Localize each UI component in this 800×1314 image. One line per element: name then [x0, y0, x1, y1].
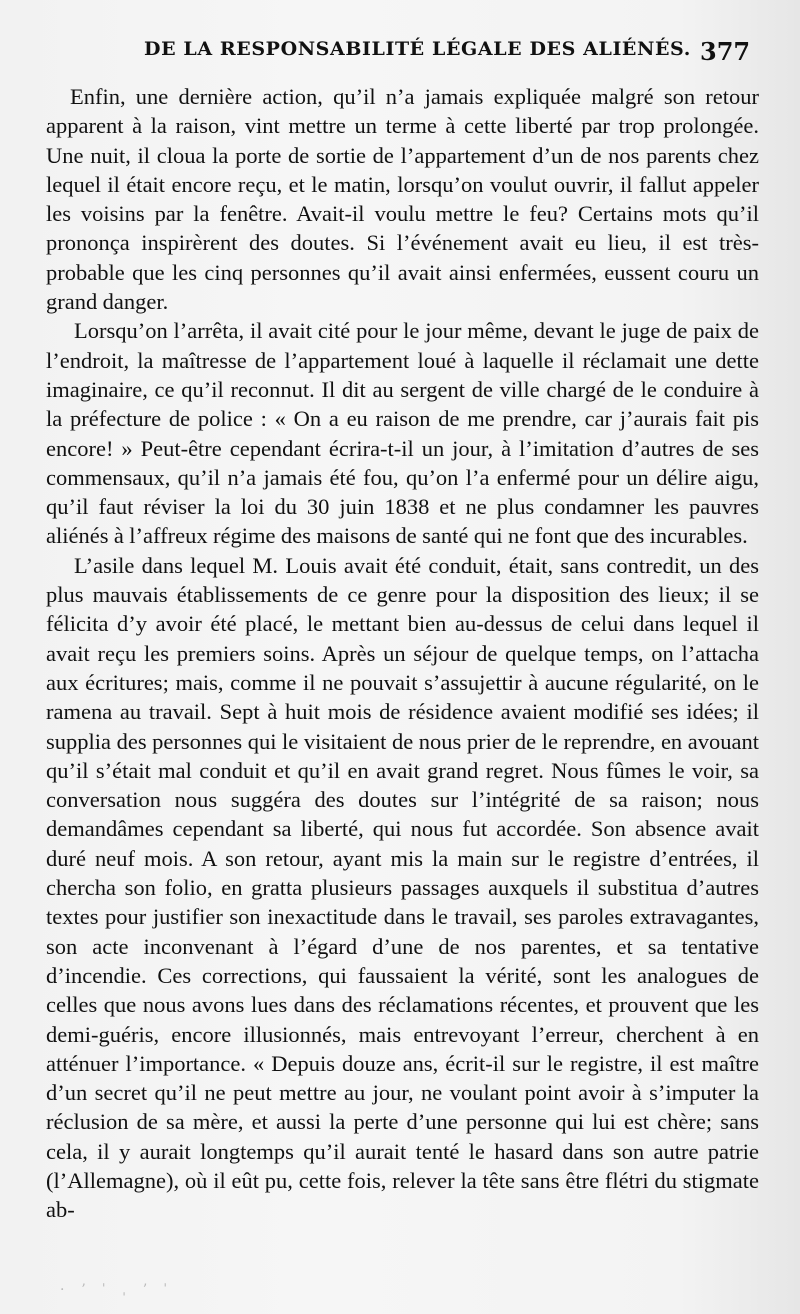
page-header	[46, 38, 761, 72]
bleed-through-marks: · ʼ ˈ ˌ ʼ ˈ	[60, 1282, 174, 1298]
paragraph: Enfin, une dernière action, qu’il n’a jamais expliquée malgré son retour apparent à la raison, vint mettre un terme à cette liberté par trop prolongée. Une nuit, il cloua la porte de sortie de l’appartement d’un de nos parents chez lequel il était encore reçu, et le matin, lorsqu’on voulut ouvrir, il fallut appeler les voisins par la fenêtre. Avait-il voulu mettre le feu? Certains mots qu’il prononça inspirèrent des doutes. Si l’événement avait eu lieu, il est très-probable que les cinq personnes qu’il avait ainsi enfermées, eussent couru un grand danger.	[46, 84, 759, 315]
paragraph: L’asile dans lequel M. Louis avait été conduit, était, sans contredit, un des plus mauvais établissements de ce genre pour la disposition des lieux; il se félicita d’y avoir été placé, le mettant bien au-dessus de celui dans lequel il avait reçu les premiers soins. Après un séjour de quelque temps, on l’attacha aux écritures; mais, comme il ne pouvait s’assujettir à aucune régularité, on le ramena au travail. Sept à huit mois de résidence avaient modifié ses idées; il supplia des personnes qui le visitaient de nous prier de le reprendre, en avouant qu’il s’était mal conduit et qu’il en avait grand regret. Nous fûmes le voir, sa conversation nous suggéra des doutes sur l’intégrité de sa raison; nous demandâmes cependant sa liberté, qui nous fut accordée. Son absence avait duré neuf mois. A son retour, ayant mis la main sur le registre d’entrées, il chercha son folio, en gratta plusieurs passages auxquels il substitua d’autres textes pour justifier son inexactitude dans le travail, ses paroles extravagantes, son acte inconvenant à l’égard d’une de nos parentes, et sa tentative d’incendie. Ces corrections, qui faussaient la vérité, sont les analogues de celles que nous avons lues dans des réclamations récentes, et prouvent que les demi-guéris, encore illusionnés, mais entrevoyant l’erreur, cherchent à en atténuer l’importance. « Depuis douze ans, écrit-il sur le registre, il est maître d’un secret qu’il ne peut mettre au jour, ne voulant point avoir à s’imputer la réclusion de sa mère, et aussi la perte d’une personne qui lui est chère; sans cela, il y aurait longtemps qu’il aurait tenté le hasard dans son autre patrie (l’Allemagne), où il eût pu, cette fois, relever la tête sans être flétri du stigmate ab-	[46, 552, 759, 1223]
running-title: DE LA RESPONSABILITÉ LÉGALE DES ALIÉNÉS.	[144, 38, 691, 60]
body-text	[46, 82, 759, 1225]
paragraph: Lorsqu’on l’arrêta, il avait cité pour le jour même, devant le juge de paix de l’endroit, la maîtresse de l’appartement loué à laquelle il réclamait une dette imaginaire, ce qu’il reconnut. Il dit au sergent de ville chargé de le conduire à la préfecture de police : « On a eu raison de me prendre, car j’aurais fait pis encore! » Peut-être cependant écrira-t-il un jour, à l’imitation d’autres de ses commensaux, qu’il n’a jamais été fou, qu’on l’a enfermé pour un délire aigu, qu’il faut réviser la loi du 30 juin 1838 et ne plus condamner les pauvres aliénés à l’affreux régime des maisons de santé qui ne font que des incurables.	[46, 318, 759, 549]
page-number: 377	[700, 37, 751, 66]
